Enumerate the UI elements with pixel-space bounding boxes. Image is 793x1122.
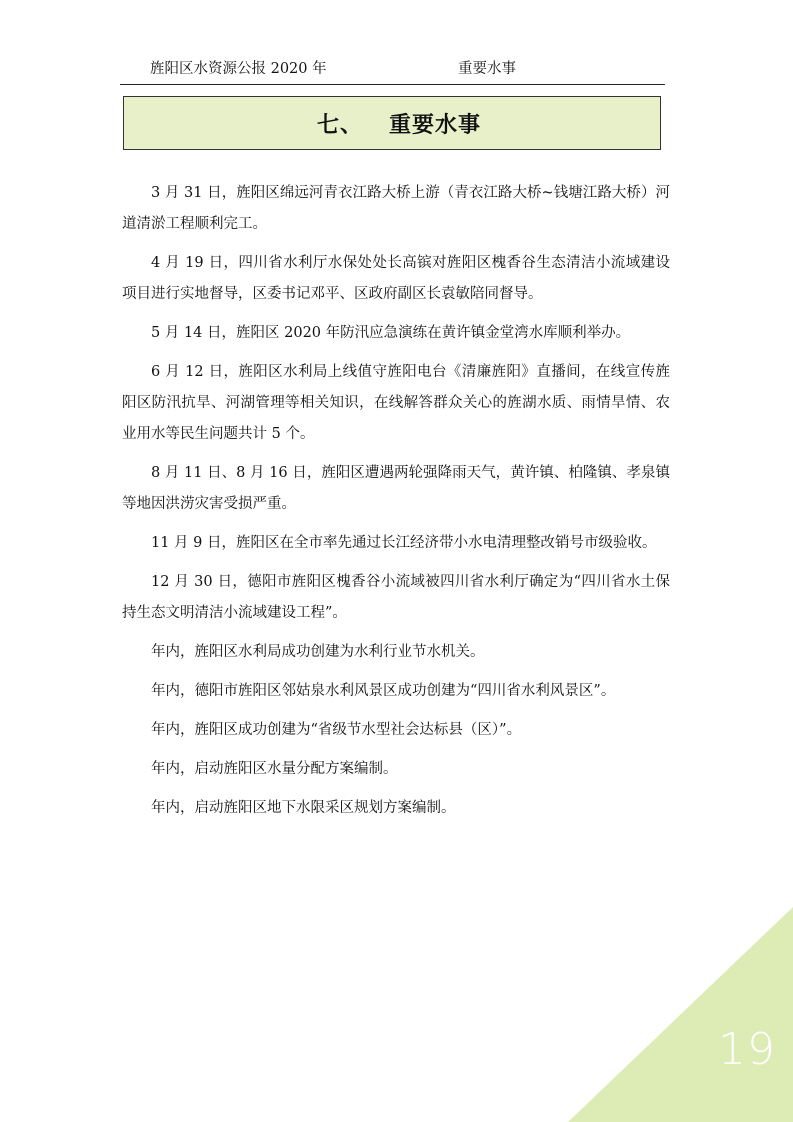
event-paragraph-4: 6 月 12 日，旌阳区水利局上线值守旌阳电台《清廉旌阳》直播间，在线宣传旌阳区防汛抗旱、河湖管理等相关知识，在线解答群众关心的旌湖水质、雨情旱情、农业用水等民生问题共计 5 个。 — [122, 364, 670, 442]
event-paragraph-5: 8 月 11 日、8 月 16 日，旌阳区遭遇两轮强降雨天气，黄许镇、柏隆镇、孝泉镇等地因洪涝灾害受损严重。 — [122, 465, 670, 512]
event-paragraph-6: 11 月 9 日，旌阳区在全市率先通过长江经济带小水电清理整改销号市级验收。 — [151, 535, 657, 551]
event-paragraph-11: 年内，启动旌阳区水量分配方案编制。 — [151, 761, 398, 777]
event-paragraph-2: 4 月 19 日，四川省水利厅水保处处长高镔对旌阳区槐香谷生态清洁小流域建设项目进行实地督导，区委书记邓平、区政府副区长袁敏陪同督导。 — [122, 255, 670, 302]
event-paragraph-10: 年内，旌阳区成功创建为“省级节水型社会达标县（区）”。 — [151, 722, 522, 738]
header-divider — [120, 84, 665, 85]
event-paragraph-9: 年内，德阳市旌阳区邻姑泉水利风景区成功创建为“四川省水利风景区”。 — [151, 683, 616, 699]
section-title-box — [123, 96, 661, 150]
header-report-title: 旌阳区水资源公报 2020 年 — [150, 61, 327, 77]
event-paragraph-12: 年内，启动旌阳区地下水限采区规划方案编制。 — [151, 800, 456, 816]
event-paragraph-1: 3 月 31 日，旌阳区绵远河青衣江路大桥上游（青衣江路大桥~钱塘江路大桥）河道清淤工程顺利完工。 — [122, 185, 670, 232]
corner-accent-triangle — [568, 907, 793, 1122]
header-section-name: 重要水事 — [458, 61, 516, 77]
event-paragraph-3: 5 月 14 日，旌阳区 2020 年防汛应急演练在黄许镇金堂湾水库顺利举办。 — [151, 325, 631, 341]
page-number: 19 — [718, 1024, 776, 1075]
event-paragraph-8: 年内，旌阳区水利局成功创建为水利行业节水机关。 — [151, 644, 485, 660]
event-paragraph-7: 12 月 30 日，德阳市旌阳区槐香谷小流域被四川省水利厅确定为“四川省水土保持生态文明清洁小流域建设工程”。 — [122, 574, 670, 621]
running-header — [150, 58, 650, 80]
section-title: 七、 重要水事 — [317, 112, 481, 138]
events-body — [122, 178, 670, 824]
